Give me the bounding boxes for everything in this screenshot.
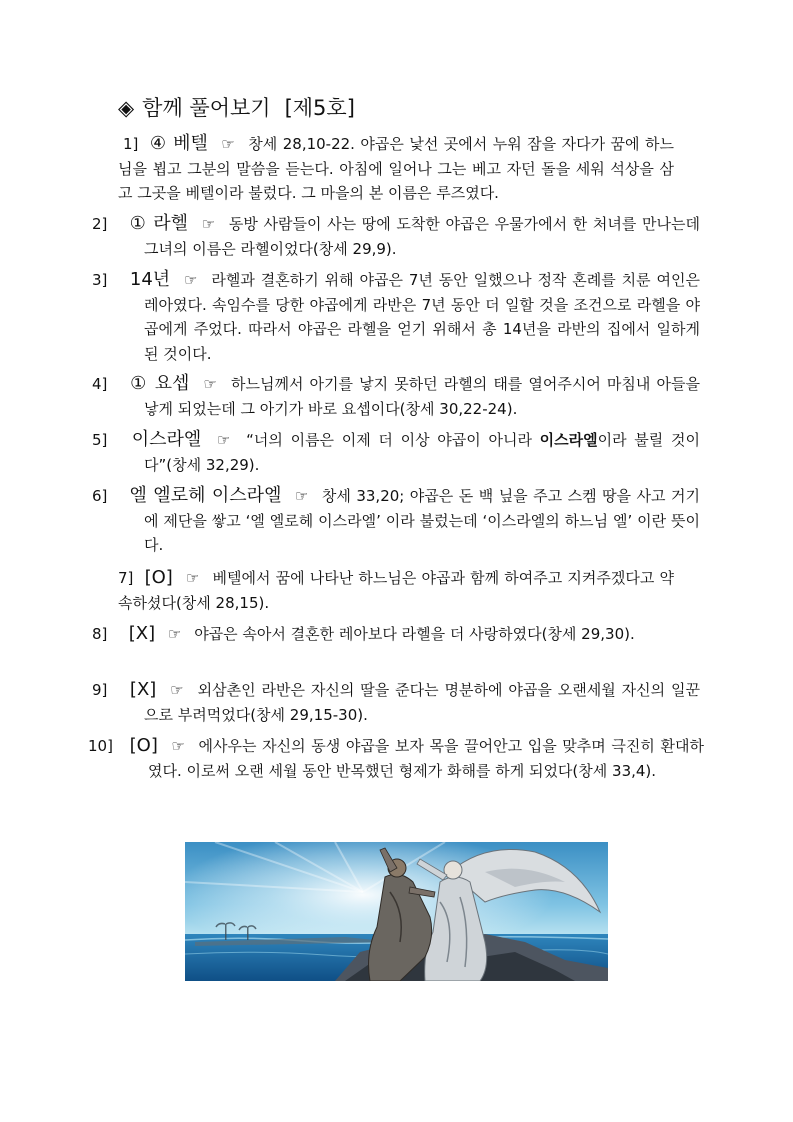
item-explanation: 창세 28,10-22. 야곱은 낯선 곳에서 누워 잠을 자다가 꿈에 하느님을 뵙고 그분의 말씀을 듣는다. 아침에 일어나 그는 베고 자던 돌을 세워 석상을 삼고 그곳을 베텔이라 불렀다. 그 마을의 본 이름은 루즈였다. — [118, 135, 674, 202]
item-answer: ① 요셉 — [130, 373, 190, 394]
page-title — [118, 95, 355, 121]
pointing-hand-icon: ☞ — [203, 375, 217, 393]
answer-item-1 — [118, 132, 674, 206]
item-explanation: 에사우는 자신의 동생 야곱을 보자 목을 끌어안고 입을 맞추며 극진히 환대하였다. 이로써 오랜 세월 동안 반목했던 형제가 화해를 하게 되었다(창세 33,4). — [148, 737, 704, 780]
pointing-hand-icon: ☞ — [216, 431, 231, 449]
jacob-wrestling-angel-illustration — [185, 842, 608, 981]
item-answer: 이스라엘 — [131, 429, 202, 450]
diamond-icon: ◈ — [118, 96, 135, 120]
answer-item-2: 2] ① 라헬 ☞ 동방 사람들이 사는 땅에 도착한 야곱은 우물가에서 한 처녀를 만나는데 그녀의 이름은 라헬이었다(창세 29,9). — [92, 213, 700, 258]
answer-item-5: 5] 이스라엘 ☞ “너의 이름은 이제 더 이상 야곱이 아니라 이스라엘이라 불릴 것이다”(창세 32,29). — [92, 429, 700, 474]
pointing-hand-icon: ☞ — [184, 271, 198, 289]
answer-item-9: 9] [X] ☞ 외삼촌인 라반은 자신의 딸을 준다는 명분하에 야곱을 오랜세월 자신의 일꾼으로 부려먹었다(창세 29,15-30). — [92, 679, 700, 724]
item-explanation: 외삼촌인 라반은 자신의 딸을 준다는 명분하에 야곱을 오랜세월 자신의 일꾼으로 부려먹었다(창세 29,15-30). — [144, 681, 700, 724]
item-answer: [X] — [129, 679, 157, 700]
answer-item-8: 8] [X] ☞ 야곱은 속아서 결혼한 레아보다 라헬을 더 사랑하였다(창세 29,30). — [92, 623, 635, 644]
item-number: 7] — [118, 569, 134, 587]
item-explanation: 야곱은 속아서 결혼한 레아보다 라헬을 더 사랑하였다(창세 29,30). — [194, 625, 635, 643]
item-explanation: 동방 사람들이 사는 땅에 도착한 야곱은 우물가에서 한 처녀를 만나는데 그녀의 이름은 라헬이었다(창세 29,9). — [144, 215, 700, 258]
pointing-hand-icon: ☞ — [201, 215, 216, 233]
answer-item-4: 4] ① 요셉 ☞ 하느님께서 아기를 낳지 못하던 라헬의 태를 열어주시어 마침내 아들을 낳게 되었는데 그 아기가 바로 요셉이다(창세 30,22-24). — [92, 373, 700, 418]
item-answer: 14년 — [129, 269, 171, 290]
item-explanation: “너의 이름은 이제 더 이상 야곱이 아니라 — [246, 431, 540, 449]
item-explanation-end: 이라 불릴 것이다”(창세 32,29). — [144, 431, 700, 474]
item-answer: ④ 베텔 — [149, 133, 208, 154]
item-answer: [O] — [129, 735, 158, 756]
item-answer: ① 라헬 — [129, 213, 189, 234]
answer-item-3: 3] 14년 ☞ 라헬과 결혼하기 위해 야곱은 7년 동안 일했으나 정작 혼례를 치룬 여인은 레아였다. 속임수를 당한 야곱에게 라반은 7년 동안 더 일할 것을 조건으로 라헬을 야곱에게 주었다. 따라서 야곱은 라헬을 얻기 위해서 총 14년을 라반의 집에서 일하게 된 것이다. — [92, 269, 700, 363]
title-text: 함께 풀어보기 — [142, 96, 271, 120]
item-answer: [X] — [128, 623, 156, 644]
pointing-hand-icon: ☞ — [185, 569, 200, 587]
pointing-hand-icon: ☞ — [221, 135, 235, 153]
answer-item-7 — [118, 566, 674, 615]
item-emphasis: 이스라엘 — [539, 431, 598, 449]
pointing-hand-icon: ☞ — [171, 737, 185, 755]
item-explanation: 하느님께서 아기를 낳지 못하던 라헬의 태를 열어주시어 마침내 아들을 낳게 되었는데 그 아기가 바로 요셉이다(창세 30,22-24). — [144, 375, 700, 418]
item-answer: [O] — [144, 567, 173, 588]
issue-number: [제5호] — [284, 96, 355, 120]
item-number: 1] — [123, 135, 139, 153]
pointing-hand-icon: ☞ — [170, 681, 184, 699]
item-explanation: 창세 33,20; 야곱은 돈 백 닢을 주고 스켐 땅을 사고 거기에 제단을 쌓고 ‘엘 엘로헤 이스라엘’ 이라 불렀는데 ‘이스라엘의 하느님 엘’ 이란 뜻이다. — [144, 487, 700, 554]
pointing-hand-icon: ☞ — [294, 487, 309, 505]
item-explanation: 라헬과 결혼하기 위해 야곱은 7년 동안 일했으나 정작 혼례를 치룬 여인은 레아였다. 속임수를 당한 야곱에게 라반은 7년 동안 더 일할 것을 조건으로 라헬을 야곱에게 주었다. 따라서 야곱은 라헬을 얻기 위해서 총 14년을 라반의 집에서 일하게 된 것이다. — [144, 271, 700, 363]
item-answer: 엘 엘로헤 이스라엘 — [129, 485, 282, 506]
pointing-hand-icon: ☞ — [167, 625, 182, 643]
answer-item-10: 10] [O] ☞ 에사우는 자신의 동생 야곱을 보자 목을 끌어안고 입을 맞추며 극진히 환대하였다. 이로써 오랜 세월 동안 반목했던 형제가 화해를 하게 되었다(창세 33,4). — [88, 735, 704, 780]
answer-item-6: 6] 엘 엘로헤 이스라엘 ☞ 창세 33,20; 야곱은 돈 백 닢을 주고 스켐 땅을 사고 거기에 제단을 쌓고 ‘엘 엘로헤 이스라엘’ 이라 불렀는데 ‘이스라엘의 하느님 엘’ 이란 뜻이다. — [92, 485, 700, 554]
item-explanation: 베텔에서 꿈에 나타난 하느님은 야곱과 함께 하여주고 지켜주겠다고 약속하셨다(창세 28,15). — [118, 569, 674, 612]
